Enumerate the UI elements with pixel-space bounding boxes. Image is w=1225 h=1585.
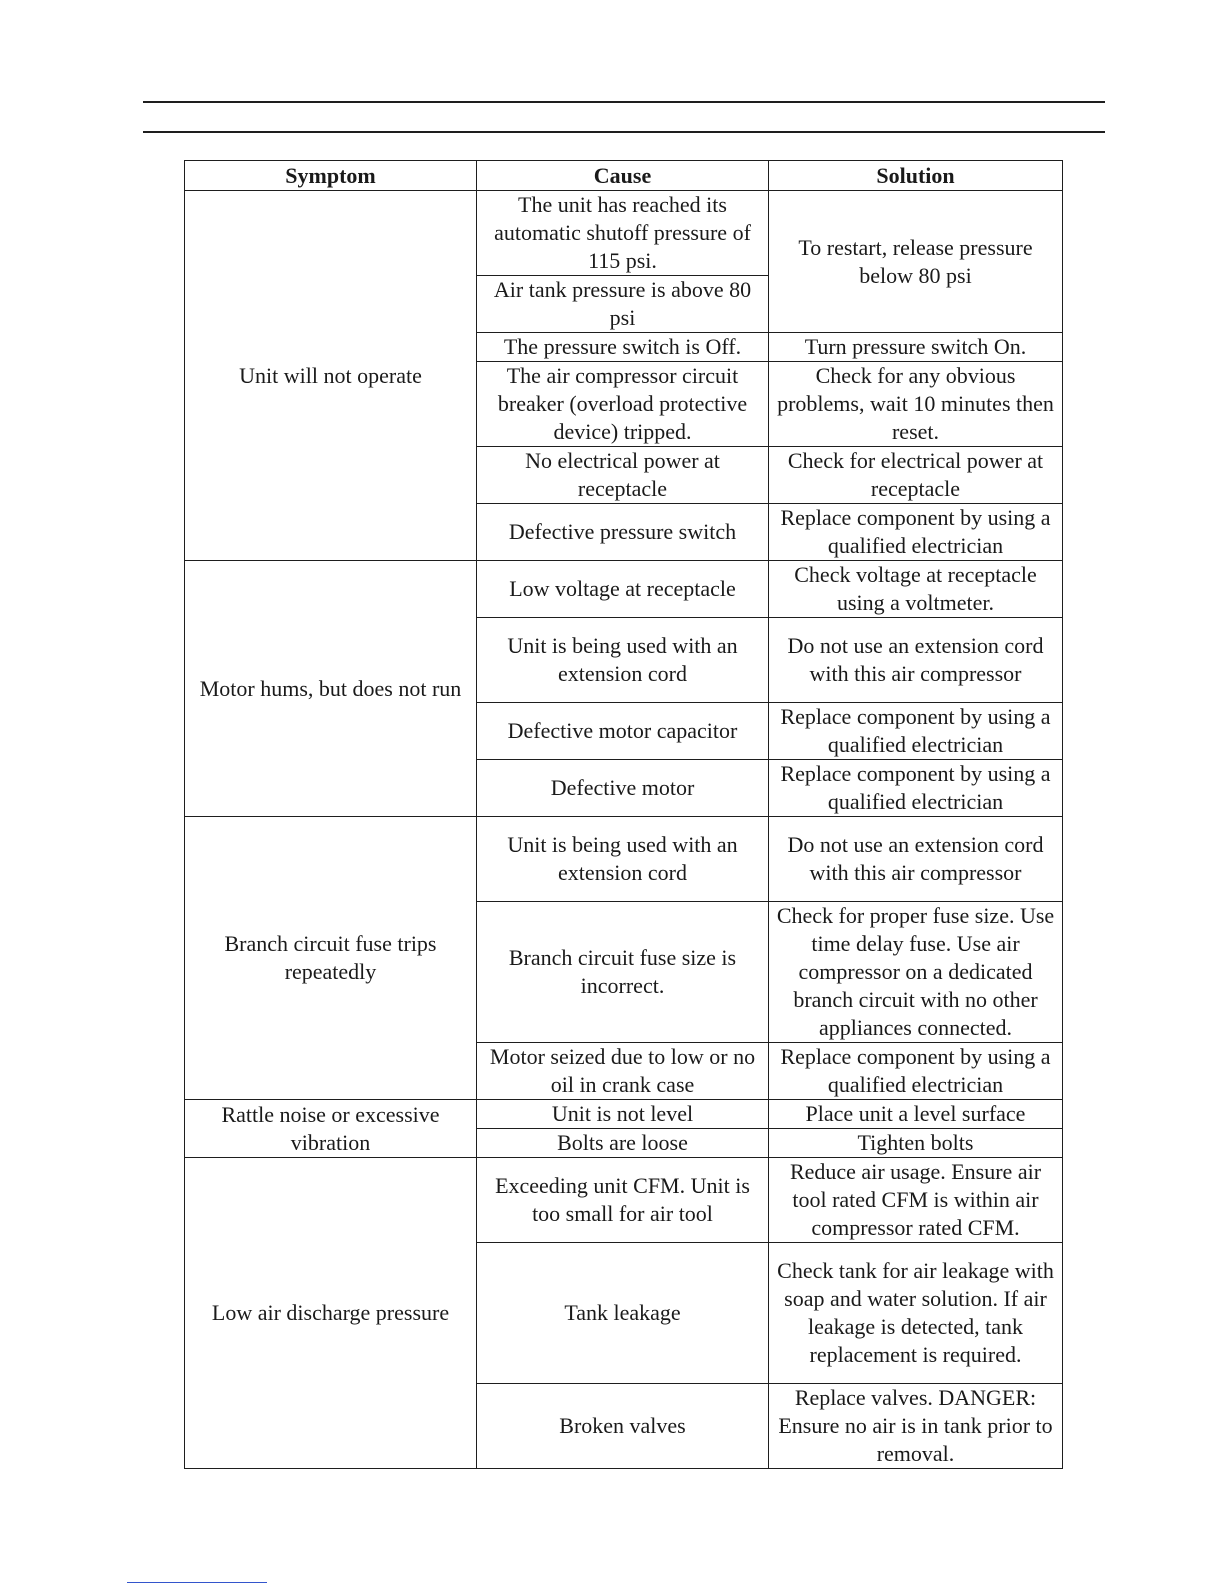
footer-link-underline: [127, 1582, 267, 1583]
solution-cell: Turn pressure switch On.: [769, 333, 1063, 362]
troubleshooting-table: [184, 160, 1063, 1469]
solution-cell: Check for proper fuse size. Use time delay fuse. Use air compressor on a dedicated branch circuit with no other appliances connected.: [769, 902, 1063, 1043]
cause-cell: The unit has reached its automatic shutoff pressure of 115 psi.: [477, 191, 769, 276]
symptom-cell: Unit will not operate: [185, 191, 477, 561]
cause-cell: The air compressor circuit breaker (overload protective device) tripped.: [477, 362, 769, 447]
cause-cell: Unit is being used with an extension cord: [477, 618, 769, 703]
solution-cell: Tighten bolts: [769, 1129, 1063, 1158]
cause-cell: Low voltage at receptacle: [477, 561, 769, 618]
solution-cell: Check voltage at receptacle using a voltmeter.: [769, 561, 1063, 618]
table-row: [185, 561, 1063, 618]
cause-cell: Exceeding unit CFM. Unit is too small for air tool: [477, 1158, 769, 1243]
solution-cell: Replace component by using a qualified electrician: [769, 703, 1063, 760]
cause-cell: Unit is being used with an extension cord: [477, 817, 769, 902]
solution-cell: Replace component by using a qualified electrician: [769, 1043, 1063, 1100]
table-row: [185, 817, 1063, 902]
header-cause: Cause: [477, 161, 769, 191]
cause-cell: Defective motor: [477, 760, 769, 817]
cause-cell: Unit is not level: [477, 1100, 769, 1129]
solution-cell: Reduce air usage. Ensure air tool rated CFM is within air compressor rated CFM.: [769, 1158, 1063, 1243]
symptom-cell: Motor hums, but does not run: [185, 561, 477, 817]
symptom-cell: Rattle noise or excessive vibration: [185, 1100, 477, 1158]
solution-cell: Do not use an extension cord with this air compressor: [769, 817, 1063, 902]
cause-cell: No electrical power at receptacle: [477, 447, 769, 504]
solution-cell: Check for any obvious problems, wait 10 minutes then reset.: [769, 362, 1063, 447]
symptom-cell: Low air discharge pressure: [185, 1158, 477, 1469]
solution-cell: Replace component by using a qualified electrician: [769, 760, 1063, 817]
solution-cell: Replace valves. DANGER: Ensure no air is in tank prior to removal.: [769, 1384, 1063, 1469]
solution-cell: Place unit a level surface: [769, 1100, 1063, 1129]
cause-cell: Motor seized due to low or no oil in crank case: [477, 1043, 769, 1100]
header-rule-second: [143, 131, 1105, 133]
cause-cell: Air tank pressure is above 80 psi: [477, 276, 769, 333]
table-row: [185, 191, 1063, 276]
header-symptom: Symptom: [185, 161, 477, 191]
cause-cell: Defective pressure switch: [477, 504, 769, 561]
symptom-cell: Branch circuit fuse trips repeatedly: [185, 817, 477, 1100]
cause-cell: Bolts are loose: [477, 1129, 769, 1158]
table-row: [185, 1158, 1063, 1243]
table-header-row: [185, 161, 1063, 191]
cause-cell: Defective motor capacitor: [477, 703, 769, 760]
solution-cell: Check tank for air leakage with soap and water solution. If air leakage is detected, tank replacement is required.: [769, 1243, 1063, 1384]
cause-cell: Tank leakage: [477, 1243, 769, 1384]
solution-cell: Replace component by using a qualified electrician: [769, 504, 1063, 561]
solution-cell: Do not use an extension cord with this air compressor: [769, 618, 1063, 703]
table-row: [185, 1100, 1063, 1129]
cause-cell: The pressure switch is Off.: [477, 333, 769, 362]
header-solution: Solution: [769, 161, 1063, 191]
cause-cell: Branch circuit fuse size is incorrect.: [477, 902, 769, 1043]
solution-cell: Check for electrical power at receptacle: [769, 447, 1063, 504]
cause-cell: Broken valves: [477, 1384, 769, 1469]
solution-cell: To restart, release pressure below 80 psi: [769, 191, 1063, 333]
header-rule-top: [143, 101, 1105, 103]
